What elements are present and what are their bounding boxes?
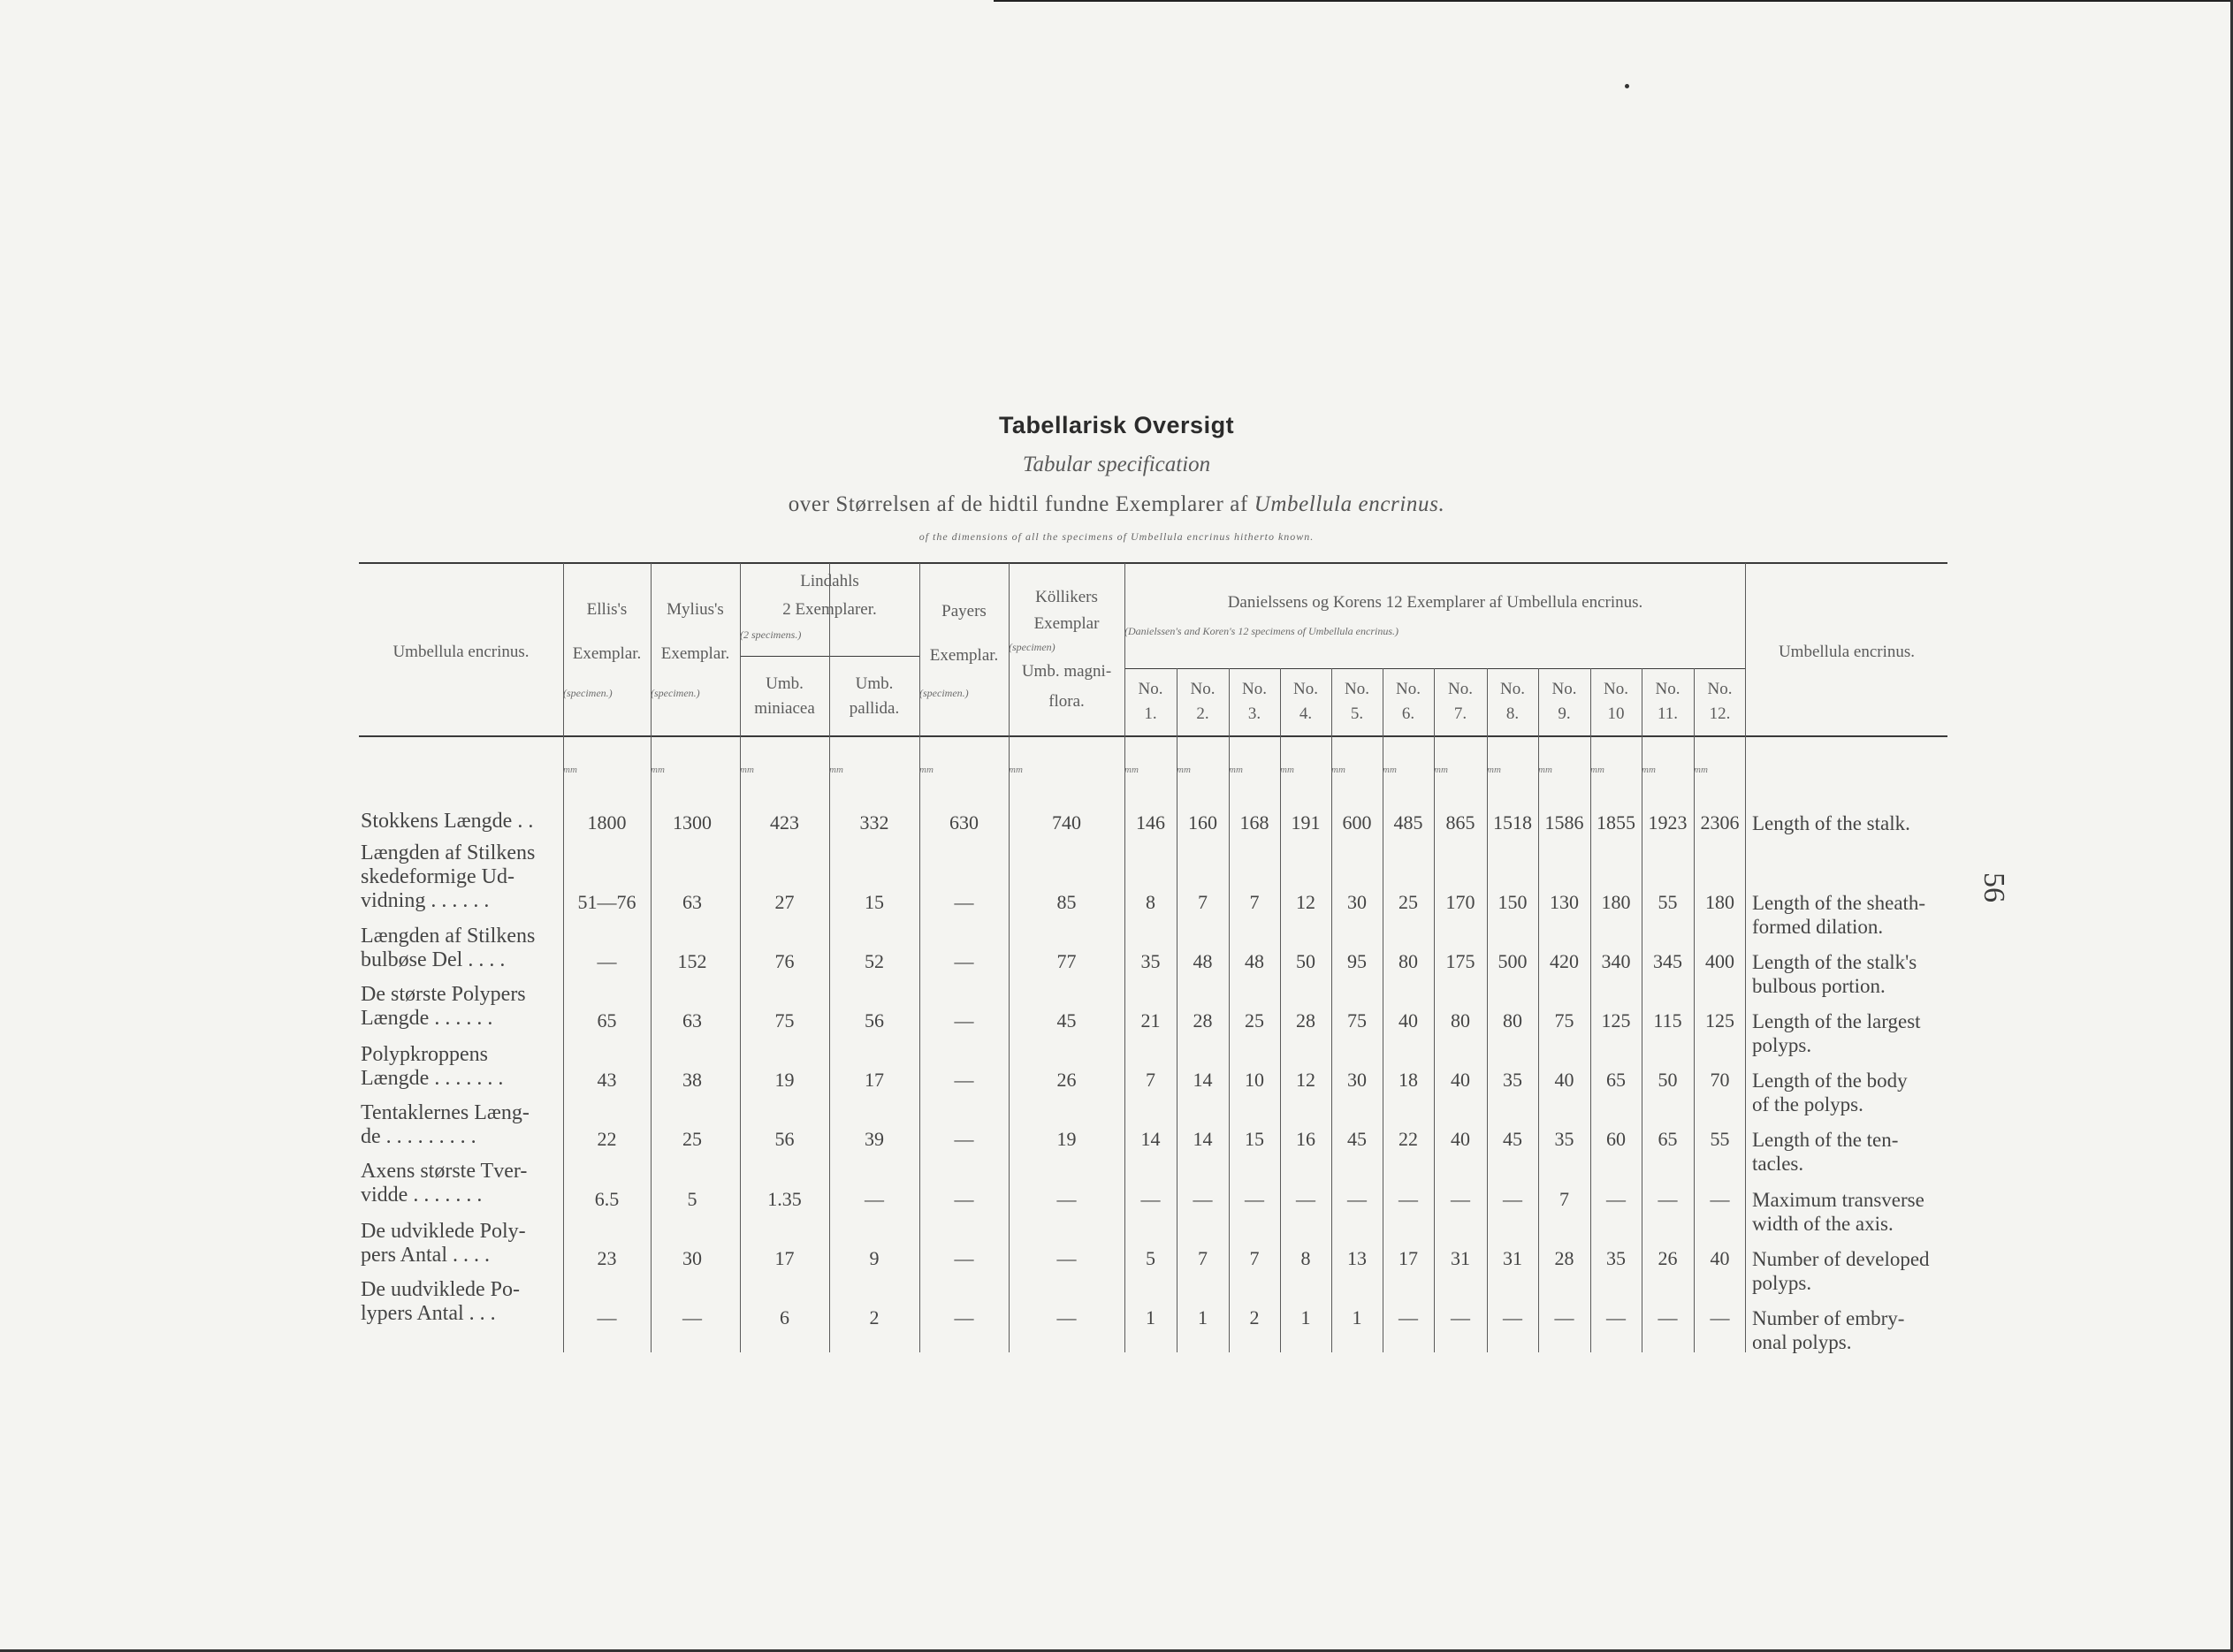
table-cell: 1	[1198, 1306, 1208, 1328]
table-cell: —	[1710, 1306, 1730, 1328]
table-cell: 740	[1052, 811, 1081, 834]
row-label: bulbøse Del . . . .	[361, 948, 506, 971]
ellis-name: Ellis's	[586, 600, 628, 619]
unit-mm: mm	[1229, 765, 1243, 775]
table-cell: 168	[1239, 811, 1269, 834]
kolliker-species-2: flora.	[1048, 692, 1085, 711]
specimen-no-9: 9.	[1558, 704, 1571, 723]
row-label: Axens største Tver-	[361, 1160, 528, 1183]
table-cell: 146	[1136, 811, 1165, 834]
table-cell: 16	[1296, 1128, 1315, 1150]
row-label-english: Length of the stalk.	[1752, 812, 1910, 834]
table-cell: 1300	[673, 811, 712, 834]
table-cell: 180	[1601, 891, 1631, 913]
table-cell: 95	[1347, 950, 1367, 972]
table-cell: 21	[1140, 1009, 1161, 1032]
table-cell: 80	[1503, 1009, 1522, 1032]
table-cell: 345	[1653, 950, 1682, 972]
table-cell: 80	[1451, 1009, 1470, 1032]
table-cell: 6.5	[594, 1188, 620, 1210]
table-cell: 170	[1445, 891, 1475, 913]
table-cell: 25	[1398, 891, 1418, 913]
specimen-no-1: 1.	[1144, 704, 1157, 723]
table-cell: —	[1503, 1306, 1522, 1328]
table-cell: 8	[1146, 891, 1155, 913]
row-label: De største Polypers	[361, 983, 526, 1006]
table-cell: 7	[1559, 1188, 1569, 1210]
table-cell: 17	[774, 1247, 795, 1269]
table-cell: 76	[774, 950, 795, 972]
mylius-exemplar: Exemplar.	[660, 644, 730, 663]
table-cell: 45	[1347, 1128, 1367, 1150]
table-cell: 45	[1056, 1009, 1077, 1032]
subtitle-species: Umbellula encrinus.	[1254, 492, 1445, 516]
table-cell: —	[1056, 1188, 1077, 1210]
table-cell: —	[682, 1306, 702, 1328]
table-cell: 75	[1554, 1009, 1574, 1032]
row-label: vidde . . . . . . .	[361, 1184, 483, 1207]
table-cell: 77	[1056, 950, 1077, 972]
row-label: vidning . . . . . .	[361, 889, 490, 912]
table-cell: —	[1451, 1306, 1470, 1328]
table-cell: 39	[865, 1128, 884, 1150]
table-cell: 28	[1193, 1009, 1213, 1032]
table-cell: 23	[597, 1247, 617, 1269]
table-cell: —	[1296, 1188, 1315, 1210]
danielssen-header: Danielssens og Korens 12 Exemplarer af Umbellula encrinus.	[1227, 593, 1643, 612]
table-title-translation: Tabular specification	[1022, 453, 1211, 476]
table-cell: —	[1245, 1188, 1264, 1210]
table-cell: 1	[1146, 1306, 1155, 1328]
scan-top-edge	[994, 0, 2233, 2]
table-cell: 14	[1193, 1069, 1213, 1091]
table-cell: 80	[1398, 950, 1418, 972]
specimen-no-label: No.	[1138, 680, 1163, 698]
table-cell: —	[1056, 1247, 1077, 1269]
table-cell: 1586	[1544, 811, 1584, 834]
row-label: skedeformige Ud-	[361, 865, 514, 888]
table-cell: 15	[1245, 1128, 1264, 1150]
table-cell: —	[1398, 1306, 1418, 1328]
specimen-no-4: 4.	[1299, 704, 1313, 723]
row-label: Længden af Stilkens	[361, 841, 536, 864]
table-cell: 1.35	[767, 1188, 802, 1210]
table-cell: —	[954, 1069, 974, 1091]
table-cell: 26	[1056, 1069, 1077, 1091]
table-cell: 65	[597, 1009, 617, 1032]
table-cell: —	[597, 950, 617, 972]
row-label-english: of the polyps.	[1752, 1093, 1863, 1115]
row-label-english: Length of the stalk's	[1752, 951, 1917, 973]
table-cell: —	[1451, 1188, 1470, 1210]
table-subtitle-english: of the dimensions of all the specimens of Umbellula encrinus hitherto known.	[918, 530, 1315, 543]
lindahl-pallida-1: Umb.	[855, 674, 894, 693]
table-cell: 75	[1347, 1009, 1367, 1032]
unit-mm: mm	[1331, 765, 1345, 775]
row-label-english: Length of the ten-	[1752, 1129, 1899, 1151]
table-cell: 85	[1056, 891, 1077, 913]
table-cell: —	[1658, 1306, 1678, 1328]
row-label: De uudviklede Po-	[361, 1278, 520, 1301]
danielssen-subrule	[1124, 668, 1746, 669]
row-label-english: tacles.	[1752, 1153, 1804, 1175]
table-cell: 7	[1198, 891, 1208, 913]
unit-mm: mm	[1538, 765, 1552, 775]
unit-mm: mm	[1434, 765, 1448, 775]
unit-mm: mm	[1694, 765, 1708, 775]
table-cell: 31	[1503, 1247, 1522, 1269]
table-cell: 19	[774, 1069, 795, 1091]
row-label: lypers Antal . . .	[361, 1302, 496, 1325]
table-cell: 600	[1342, 811, 1372, 834]
table-cell: 27	[774, 891, 795, 913]
table-cell: 48	[1193, 950, 1213, 972]
row-label-english: bulbous portion.	[1752, 975, 1886, 997]
table-cell: —	[954, 1247, 974, 1269]
danielssen-header-english: (Danielssen's and Koren's 12 specimens of Umbellula encrinus.)	[1124, 625, 1398, 637]
table-cell: 40	[1451, 1128, 1470, 1150]
specimen-no-label: No.	[1396, 680, 1421, 698]
specimen-no-2: 2.	[1196, 704, 1209, 723]
table-cell: 28	[1296, 1009, 1315, 1032]
table-cell: —	[954, 1188, 974, 1210]
table-cell: 19	[1056, 1128, 1077, 1150]
row-label-english: Number of developed	[1752, 1248, 1930, 1270]
table-cell: 30	[1347, 1069, 1367, 1091]
table-cell: 22	[1398, 1128, 1418, 1150]
table-cell: 14	[1140, 1128, 1161, 1150]
lindahl-name: Lindahls	[800, 572, 859, 590]
header-right: Umbellula encrinus.	[1778, 643, 1916, 661]
table-cell: 400	[1705, 950, 1734, 972]
table-cell: —	[1606, 1306, 1626, 1328]
table-cell: 40	[1398, 1009, 1418, 1032]
table-cell: —	[1710, 1188, 1730, 1210]
row-label-english: polyps.	[1752, 1034, 1812, 1056]
row-label-english: Length of the largest	[1752, 1010, 1921, 1032]
table-header-rule	[359, 735, 1947, 737]
specimen-no-label: No.	[1551, 680, 1577, 698]
unit-mm: mm	[1383, 765, 1397, 775]
scan-dot	[1625, 84, 1629, 88]
table-cell: —	[954, 1128, 974, 1150]
row-label-english: Maximum transverse	[1752, 1189, 1924, 1211]
specimen-no-11: 11.	[1657, 704, 1679, 723]
row-label-english: Number of embry-	[1752, 1307, 1905, 1329]
kolliker-exemplar: Exemplar	[1033, 614, 1100, 633]
table-cell: 6	[780, 1306, 789, 1328]
table-cell: 15	[865, 891, 884, 913]
table-cell: 22	[597, 1128, 617, 1150]
table-cell: 2306	[1700, 811, 1740, 834]
table-cell: 12	[1296, 1069, 1315, 1091]
table-cell: 13	[1347, 1247, 1367, 1269]
specimen-no-label: No.	[1707, 680, 1733, 698]
mylius-name: Mylius's	[667, 600, 724, 619]
row-label: pers Antal . . . .	[361, 1244, 490, 1267]
table-cell: 115	[1653, 1009, 1682, 1032]
unit-mm: mm	[651, 765, 665, 775]
table-cell: 55	[1710, 1128, 1730, 1150]
table-cell: —	[1193, 1188, 1213, 1210]
table-cell: 17	[1398, 1247, 1418, 1269]
table-cell: —	[1056, 1306, 1077, 1328]
lindahl-pallida-2: pallida.	[849, 699, 900, 718]
row-label-english: polyps.	[1752, 1272, 1812, 1294]
table-cell: 25	[682, 1128, 702, 1150]
table-cell: 1855	[1597, 811, 1635, 834]
table-cell: 30	[682, 1247, 702, 1269]
table-cell: —	[1554, 1306, 1574, 1328]
lindahl-specimens: (2 specimens.)	[740, 628, 802, 641]
table-cell: —	[954, 891, 974, 913]
specimen-no-label: No.	[1604, 680, 1628, 698]
table-cell: 70	[1710, 1069, 1730, 1091]
unit-mm: mm	[1177, 765, 1191, 775]
table-cell: 14	[1193, 1128, 1213, 1150]
table-cell: 152	[677, 950, 707, 972]
specimen-no-label: No.	[1448, 680, 1473, 698]
lindahl-miniacea-2: miniacea	[754, 699, 815, 718]
table-cell: 52	[865, 950, 884, 972]
unit-mm: mm	[1124, 765, 1139, 775]
specimen-no-12: 12.	[1709, 704, 1731, 723]
table-cell: 130	[1550, 891, 1579, 913]
table-cell: —	[1658, 1188, 1678, 1210]
table-cell: 180	[1705, 891, 1734, 913]
payer-name: Payers	[941, 602, 987, 620]
row-label-english: formed dilation.	[1752, 916, 1884, 938]
table-cell: 125	[1705, 1009, 1734, 1032]
table-cell: 28	[1554, 1247, 1574, 1269]
unit-mm: mm	[740, 765, 754, 775]
specimen-no-label: No.	[1655, 680, 1680, 698]
specimen-no-label: No.	[1345, 680, 1369, 698]
table-cell: 865	[1445, 811, 1475, 834]
specimen-no-label: No.	[1293, 680, 1318, 698]
table-cell: —	[1503, 1188, 1522, 1210]
unit-mm: mm	[1009, 765, 1023, 775]
row-label: De udviklede Poly-	[361, 1220, 526, 1243]
table-cell: 17	[865, 1069, 884, 1091]
row-label: Længde . . . . . . .	[361, 1067, 504, 1090]
row-label-english: width of the axis.	[1752, 1213, 1894, 1235]
specimen-no-6: 6.	[1401, 704, 1415, 723]
table-top-rule	[359, 562, 1947, 564]
table-cell: 191	[1291, 811, 1321, 834]
table-cell: —	[1140, 1188, 1161, 1210]
table-cell: 40	[1554, 1069, 1574, 1091]
table-cell: —	[865, 1188, 884, 1210]
table-cell: 125	[1601, 1009, 1631, 1032]
table-cell: 35	[1503, 1069, 1522, 1091]
table-cell: 75	[774, 1009, 795, 1032]
table-cell: 18	[1398, 1069, 1418, 1091]
lindahl-split-rule	[829, 656, 830, 1352]
table-cell: 35	[1140, 950, 1161, 972]
table-cell: 25	[1245, 1009, 1264, 1032]
page-number: 56	[1978, 872, 2010, 902]
unit-mm: mm	[1590, 765, 1604, 775]
table-cell: 160	[1188, 811, 1217, 834]
specimen-no-8: 8.	[1505, 704, 1520, 723]
table-cell: 31	[1451, 1247, 1470, 1269]
specimen-no-label: No.	[1500, 680, 1525, 698]
table-cell: 65	[1606, 1069, 1626, 1091]
row-label-english: onal polyps.	[1752, 1331, 1852, 1353]
unit-mm: mm	[829, 765, 843, 775]
table-cell: —	[1606, 1188, 1626, 1210]
table-cell: —	[597, 1306, 617, 1328]
table-cell: 1	[1300, 1306, 1311, 1328]
row-label-english: Length of the sheath-	[1752, 892, 1926, 914]
table-cell: 48	[1245, 950, 1264, 972]
table-title: Tabellarisk Oversigt	[998, 412, 1235, 438]
ellis-specimen: (specimen.)	[563, 687, 613, 699]
table-cell: 5	[1146, 1247, 1155, 1269]
row-label: Længde . . . . . .	[361, 1007, 493, 1030]
table-cell: 630	[949, 811, 979, 834]
table-cell: 2	[1249, 1306, 1260, 1328]
table-cell: 332	[859, 811, 889, 834]
table-cell: 8	[1300, 1247, 1311, 1269]
specimen-no-10: 10	[1607, 704, 1625, 723]
table-cell: 1923	[1648, 811, 1688, 834]
table-cell: 7	[1146, 1069, 1155, 1091]
unit-mm: mm	[1487, 765, 1501, 775]
mylius-specimen: (specimen.)	[651, 687, 700, 699]
table-cell: 35	[1554, 1128, 1574, 1150]
table-cell: 150	[1498, 891, 1528, 913]
specimen-no-3: 3.	[1247, 704, 1261, 723]
table-cell: 63	[682, 891, 702, 913]
table-cell: —	[954, 1009, 974, 1032]
table-cell: 485	[1393, 811, 1423, 834]
row-label: Polypkroppens	[361, 1043, 488, 1066]
table-cell: 1518	[1493, 811, 1532, 834]
lindahl-exemplars: 2 Exemplarer.	[782, 600, 877, 619]
table-cell: 55	[1658, 891, 1678, 913]
table-cell: 50	[1296, 950, 1315, 972]
table-cell: 1	[1352, 1306, 1362, 1328]
table-cell: 26	[1658, 1247, 1678, 1269]
table-cell: 1800	[587, 811, 627, 834]
header-left: Umbellula encrinus.	[392, 643, 530, 661]
table-cell: 38	[682, 1069, 702, 1091]
table-cell: —	[1398, 1188, 1418, 1210]
table-cell: 63	[682, 1009, 702, 1032]
table-cell: 35	[1606, 1247, 1626, 1269]
subtitle-text: over Størrelsen af de hidtil fundne Exemplarer af	[788, 492, 1254, 516]
table-cell: 423	[770, 811, 799, 834]
table-cell: 5	[687, 1188, 697, 1210]
table-cell: —	[1347, 1188, 1367, 1210]
table-cell: 45	[1503, 1128, 1522, 1150]
row-label: Tentaklernes Læng-	[361, 1101, 530, 1124]
table-subtitle	[0, 492, 2233, 517]
table-cell: 340	[1601, 950, 1631, 972]
table-cell: 60	[1606, 1128, 1626, 1150]
table-cell: —	[954, 950, 974, 972]
table-cell: 175	[1445, 950, 1475, 972]
unit-mm: mm	[919, 765, 934, 775]
unit-mm: mm	[1642, 765, 1656, 775]
table-cell: 10	[1245, 1069, 1264, 1091]
kolliker-species-1: Umb. magni-	[1021, 662, 1112, 681]
table-cell: 56	[865, 1009, 884, 1032]
payer-exemplar: Exemplar.	[929, 646, 999, 665]
table-cell: 7	[1198, 1247, 1208, 1269]
specimen-no-label: No.	[1242, 680, 1267, 698]
table-cell: 43	[597, 1069, 617, 1091]
row-label-english: Length of the body	[1752, 1070, 1908, 1092]
table-cell: 7	[1249, 891, 1260, 913]
lindahl-miniacea-1: Umb.	[766, 674, 804, 693]
table-cell: 65	[1658, 1128, 1678, 1150]
table-cell: 51—76	[577, 891, 636, 913]
table-cell: 420	[1550, 950, 1579, 972]
kolliker-name: Köllikers	[1035, 588, 1098, 606]
table-cell: 56	[774, 1128, 795, 1150]
table-cell: 9	[869, 1247, 880, 1269]
table-cell: —	[954, 1306, 974, 1328]
kolliker-specimen: (specimen)	[1009, 641, 1056, 653]
table-cell: 500	[1498, 950, 1528, 972]
table-cell: 12	[1296, 891, 1315, 913]
table-cell: 40	[1710, 1247, 1730, 1269]
table-cell: 40	[1451, 1069, 1470, 1091]
specimen-no-label: No.	[1190, 680, 1216, 698]
specimen-no-7: 7.	[1453, 704, 1467, 723]
row-label: Længden af Stilkens	[361, 925, 536, 948]
ellis-exemplar: Exemplar.	[572, 644, 642, 663]
unit-mm: mm	[563, 765, 577, 775]
unit-mm: mm	[1280, 765, 1294, 775]
specimen-no-5: 5.	[1350, 704, 1364, 723]
row-label: Stokkens Længde . .	[361, 810, 534, 833]
table-cell: 30	[1347, 891, 1367, 913]
payer-specimen: (specimen.)	[919, 687, 969, 699]
table-cell: 7	[1249, 1247, 1260, 1269]
table-cell: 2	[869, 1306, 880, 1328]
row-label: de . . . . . . . . .	[361, 1125, 476, 1148]
table-cell: 50	[1658, 1069, 1678, 1091]
